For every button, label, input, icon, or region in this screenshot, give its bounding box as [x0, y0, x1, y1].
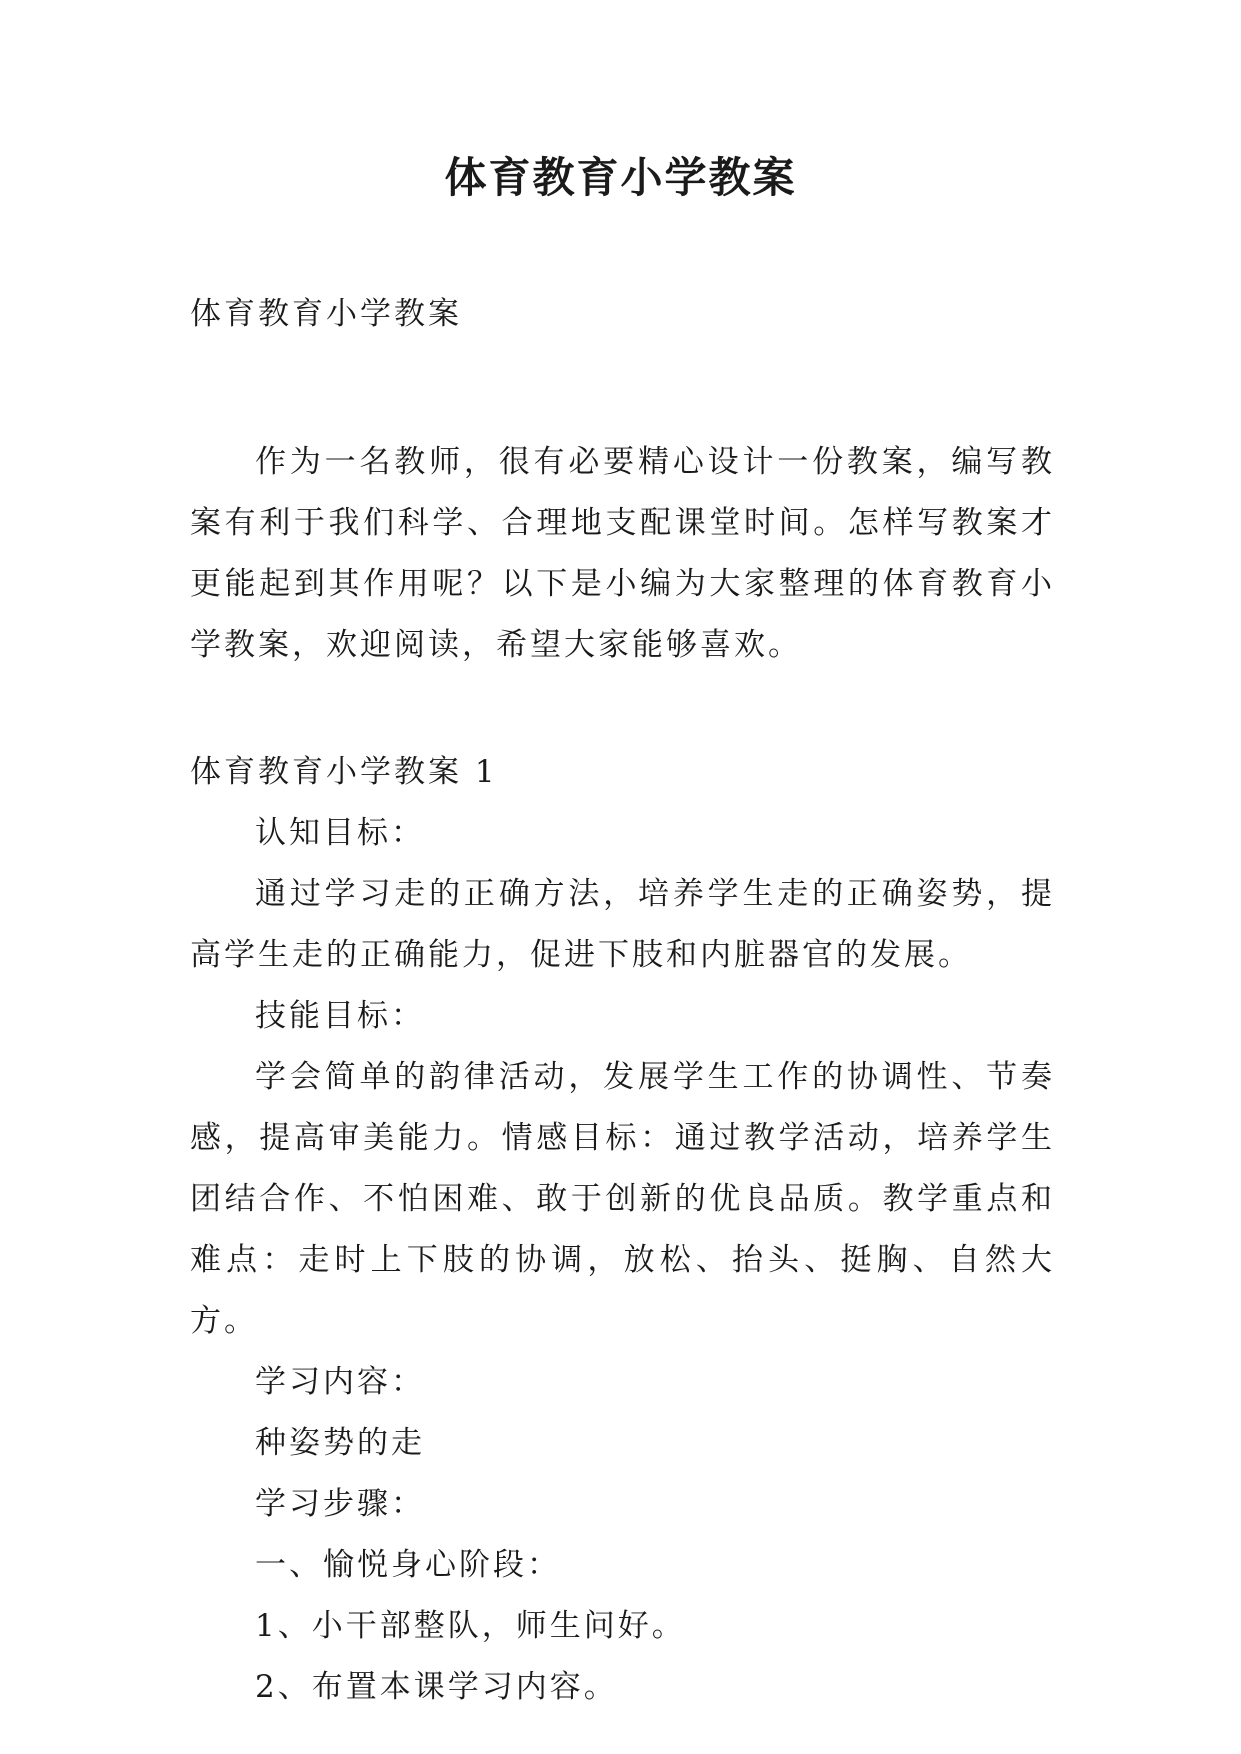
cognitive-goal-paragraph: 通过学习走的正确方法，培养学生走的正确姿势，提高学生走的正确能力，促进下肢和内脏器官的发展。	[190, 876, 1055, 973]
content-label: 学习内容：	[255, 1364, 425, 1400]
section-heading: 体育教育小学教案 1	[190, 754, 498, 790]
step-item: 2、布置本课学习内容。	[255, 1669, 618, 1705]
stage-heading: 一、愉悦身心阶段：	[255, 1547, 561, 1583]
document-subtitle: 体育教育小学教案	[190, 296, 462, 332]
skill-goal-label: 技能目标：	[255, 998, 425, 1034]
skill-goal-paragraph: 学会简单的韵律活动，发展学生工作的协调性、节奏感，提高审美能力。情感目标：通过教学活动，培养学生团结合作、不怕困难、敢于创新的优良品质。教学重点和难点：走时上下肢的协调，放松、抬头、挺胸、自然大方。	[190, 1059, 1055, 1339]
content-text: 种姿势的走	[255, 1425, 425, 1461]
steps-label: 学习步骤：	[255, 1486, 425, 1522]
spacer	[190, 676, 1055, 742]
document-title: 体育教育小学教案	[444, 153, 797, 202]
spacer	[190, 345, 1055, 432]
step-item: 1、小干部整队，师生问好。	[255, 1608, 686, 1644]
intro-paragraph: 作为一名教师，很有必要精心设计一份教案，编写教案有利于我们科学、合理地支配课堂时间。怎样写教案才更能起到其作用呢？以下是小编为大家整理的体育教育小学教案，欢迎阅读，希望大家能够喜欢。	[190, 444, 1055, 663]
document-body	[190, 284, 1055, 1718]
cognitive-goal-label: 认知目标：	[255, 815, 425, 851]
